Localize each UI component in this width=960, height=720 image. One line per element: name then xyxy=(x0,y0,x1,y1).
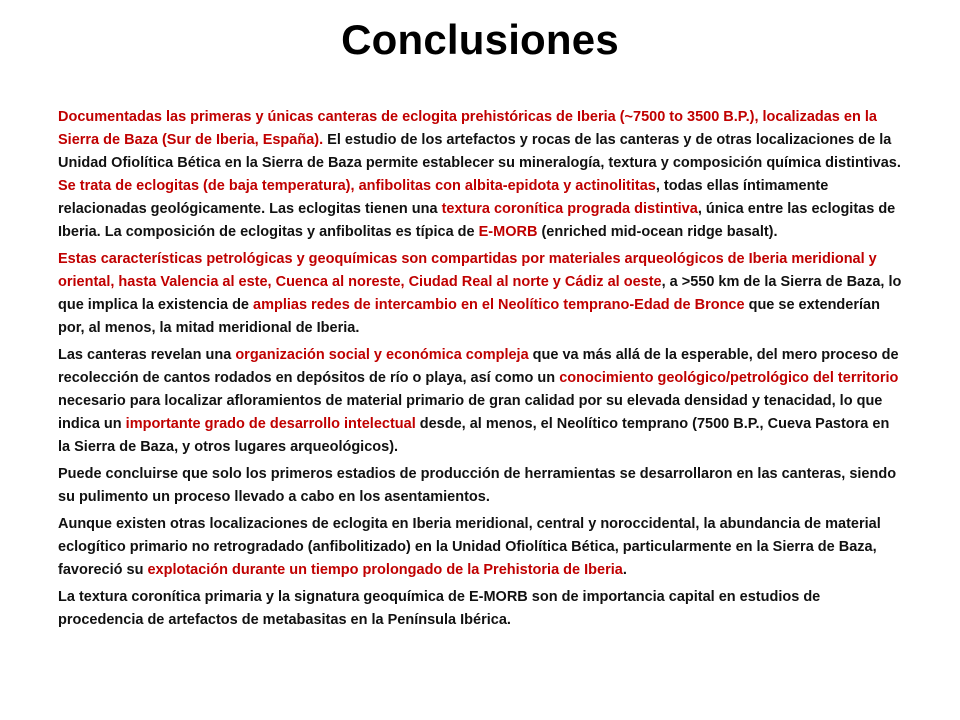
highlighted-text: organización social y económica compleja xyxy=(235,347,529,363)
slide-title: Conclusiones xyxy=(341,16,619,63)
highlighted-text: Estas características petrológicas y geoquímicas son compartidas por materiales arqueológicos de Iberia meridional y oriental, hasta Valencia al este, Cuenca al noreste, Ciudad Real al norte y Cádiz al oeste xyxy=(58,251,877,290)
conclusion-paragraph-4 xyxy=(58,463,904,509)
conclusion-paragraph-1 xyxy=(58,106,904,244)
body-text: que se extenderían por, al menos, la mitad meridional de Iberia. xyxy=(58,297,880,336)
body-text: , todas ellas íntimamente relacionadas geológicamente. Las eclogitas tienen una xyxy=(58,178,829,217)
highlighted-text: textura coronítica prograda distintiva xyxy=(441,201,698,217)
highlighted-text: Documentadas las primeras y únicas canteras de eclogita prehistóricas de Iberia (~7500 to 3500 B.P.), localizadas en la Sierra de Baza (Sur de Iberia, España). xyxy=(58,109,877,148)
highlighted-text: E-MORB xyxy=(478,224,538,240)
conclusion-paragraph-5 xyxy=(58,513,904,582)
body-text: necesario para localizar afloramientos de material primario de gran calidad por su elevada densidad y tenacidad, lo que indica un xyxy=(58,393,883,432)
body-text: que va más allá de la esperable, del mero proceso de recolección de cantos rodados en depósitos de río o playa, así como un xyxy=(58,347,899,386)
conclusion-paragraph-6 xyxy=(58,586,904,632)
body-text: La textura coronítica primaria y la signatura geoquímica de E-MORB son de importancia capital en estudios de procedencia de artefactos de metabasitas en la Península Ibérica. xyxy=(58,589,821,628)
body-text: , a >550 km de la Sierra de Baza, lo que implica la existencia de xyxy=(58,274,902,313)
body-text: , única entre las eclogitas de Iberia. La composición de eclogitas y anfibolitas es típica de xyxy=(58,201,896,240)
conclusion-paragraph-2 xyxy=(58,248,904,340)
body-text: Las canteras revelan una xyxy=(58,347,236,363)
body-text: desde, al menos, el Neolítico temprano (7500 B.P., Cueva Pastora en la Sierra de Baza, y otros lugares arqueológicos). xyxy=(58,416,890,455)
body-text: Aunque existen otras localizaciones de eclogita en Iberia meridional, central y noroccidental, la abundancia de material eclogítico primario no retrogradado (anfibolitizado) en la Unidad Ofiolítica Bética, particularmente en la Sierra de Baza, favoreció su xyxy=(58,516,881,578)
body-text: . xyxy=(622,562,627,578)
highlighted-text: importante grado de desarrollo intelectual xyxy=(125,416,416,432)
body-text: Puede concluirse que solo los primeros estadios de producción de herramientas se desarrollaron en las canteras, siendo su pulimento un proceso llevado a cabo en los asentamientos. xyxy=(58,466,897,505)
highlighted-text: conocimiento geológico/petrológico del territorio xyxy=(559,370,899,386)
body-text: (enriched mid-ocean ridge basalt). xyxy=(537,224,778,240)
highlighted-text: Se trata de eclogitas (de baja temperatura), anfibolitas con albita-epidota y actinolititas xyxy=(58,178,656,194)
body-text: El estudio de los artefactos y rocas de las canteras y de otras localizaciones de la Unidad Ofiolítica Bética en la Sierra de Baza permite establecer su mineralogía, textura y composición química distintivas. xyxy=(58,132,901,171)
highlighted-text: amplias redes de intercambio en el Neolítico temprano-Edad de Bronce xyxy=(253,297,745,313)
conclusion-paragraph-3 xyxy=(58,344,904,459)
highlighted-text: explotación durante un tiempo prolongado de la Prehistoria de Iberia xyxy=(147,562,623,578)
slide-body xyxy=(58,106,904,636)
